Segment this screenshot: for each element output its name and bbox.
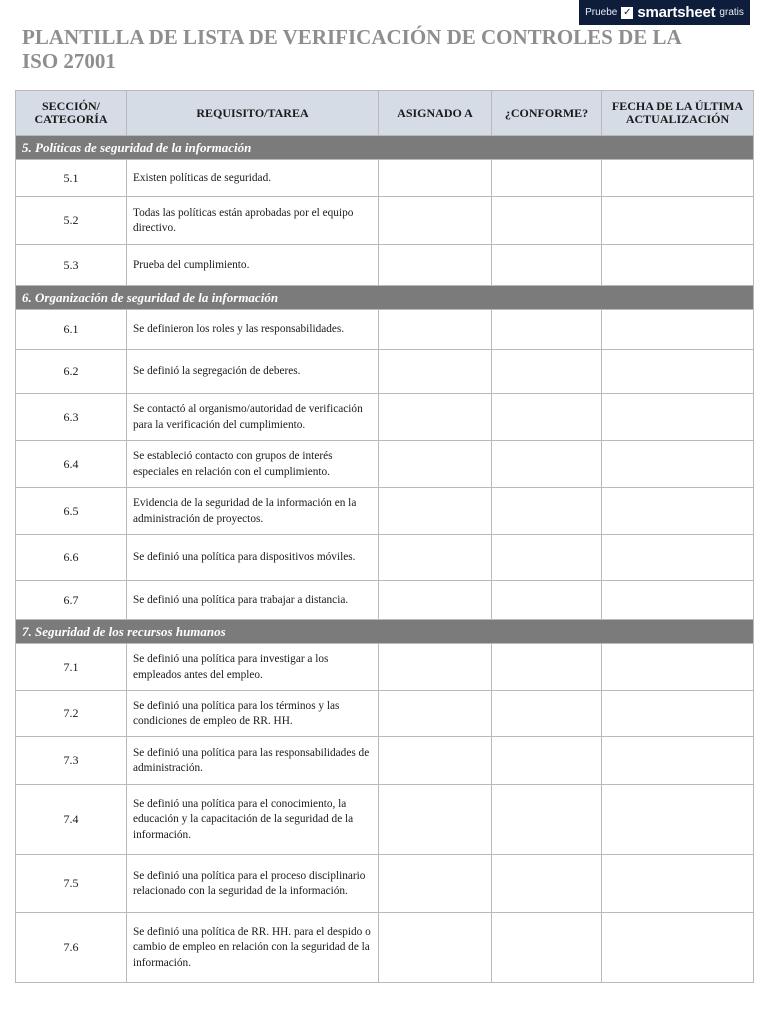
- row-task: Prueba del cumplimiento.: [127, 245, 379, 286]
- section-header-7: [16, 620, 754, 644]
- row-number: 6.1: [16, 310, 127, 350]
- date-cell[interactable]: [602, 310, 754, 350]
- header-section: SECCIÓN/ CATEGORÍA: [16, 91, 127, 136]
- row-number: 5.3: [16, 245, 127, 286]
- row-number: 6.5: [16, 488, 127, 535]
- assigned-cell[interactable]: [379, 913, 492, 983]
- compliant-cell[interactable]: [492, 581, 602, 620]
- section-title: 7. Seguridad de los recursos humanos: [16, 620, 754, 644]
- row-number: 7.5: [16, 855, 127, 913]
- compliant-cell[interactable]: [492, 310, 602, 350]
- table-row: [16, 394, 754, 441]
- section-header-5: [16, 136, 754, 160]
- assigned-cell[interactable]: [379, 160, 492, 197]
- date-cell[interactable]: [602, 644, 754, 691]
- row-task: Se definió una política para dispositivos móviles.: [127, 535, 379, 581]
- compliant-cell[interactable]: [492, 737, 602, 785]
- compliant-cell[interactable]: [492, 488, 602, 535]
- row-number: 6.3: [16, 394, 127, 441]
- row-number: 6.7: [16, 581, 127, 620]
- date-cell[interactable]: [602, 581, 754, 620]
- row-task: Todas las políticas están aprobadas por el equipo directivo.: [127, 197, 379, 245]
- date-cell[interactable]: [602, 535, 754, 581]
- compliant-cell[interactable]: [492, 535, 602, 581]
- row-number: 5.2: [16, 197, 127, 245]
- row-number: 5.1: [16, 160, 127, 197]
- row-task: Se definió una política para investigar a los empleados antes del empleo.: [127, 644, 379, 691]
- banner-brand: smartsheet: [637, 4, 716, 21]
- header-date: FECHA DE LA ÚLTIMA ACTUALIZACIÓN: [602, 91, 754, 136]
- row-number: 6.6: [16, 535, 127, 581]
- date-cell[interactable]: [602, 785, 754, 855]
- assigned-cell[interactable]: [379, 310, 492, 350]
- row-task: Existen políticas de seguridad.: [127, 160, 379, 197]
- compliant-cell[interactable]: [492, 691, 602, 737]
- table-row: [16, 197, 754, 245]
- row-number: 7.6: [16, 913, 127, 983]
- compliant-cell[interactable]: [492, 913, 602, 983]
- compliant-cell[interactable]: [492, 644, 602, 691]
- assigned-cell[interactable]: [379, 691, 492, 737]
- row-number: 7.2: [16, 691, 127, 737]
- row-task: Se contactó al organismo/autoridad de verificación para la verificación del cumplimiento.: [127, 394, 379, 441]
- row-task: Se definió una política para las responsabilidades de administración.: [127, 737, 379, 785]
- header-compliant: ¿CONFORME?: [492, 91, 602, 136]
- table-row: [16, 441, 754, 488]
- table-row: [16, 310, 754, 350]
- compliant-cell[interactable]: [492, 160, 602, 197]
- banner-post-text: gratis: [719, 7, 744, 18]
- row-number: 6.2: [16, 350, 127, 394]
- row-number: 7.3: [16, 737, 127, 785]
- date-cell[interactable]: [602, 350, 754, 394]
- checklist-table: [15, 90, 754, 983]
- compliant-cell[interactable]: [492, 197, 602, 245]
- row-number: 6.4: [16, 441, 127, 488]
- table-row: [16, 160, 754, 197]
- banner-pre-text: Pruebe: [585, 7, 618, 18]
- assigned-cell[interactable]: [379, 785, 492, 855]
- section-title: 6. Organización de seguridad de la información: [16, 286, 754, 310]
- section-title: 5. Políticas de seguridad de la información: [16, 136, 754, 160]
- date-cell[interactable]: [602, 913, 754, 983]
- row-task: Se definió una política para el proceso disciplinario relacionado con la seguridad de la información.: [127, 855, 379, 913]
- row-task: Se definieron los roles y las responsabilidades.: [127, 310, 379, 350]
- table-header-row: [16, 91, 754, 136]
- compliant-cell[interactable]: [492, 785, 602, 855]
- table-row: [16, 691, 754, 737]
- date-cell[interactable]: [602, 855, 754, 913]
- table-row: [16, 855, 754, 913]
- table-row: [16, 913, 754, 983]
- date-cell[interactable]: [602, 488, 754, 535]
- table-row: [16, 350, 754, 394]
- compliant-cell[interactable]: [492, 245, 602, 286]
- assigned-cell[interactable]: [379, 488, 492, 535]
- compliant-cell[interactable]: [492, 394, 602, 441]
- row-number: 7.1: [16, 644, 127, 691]
- table-row: [16, 737, 754, 785]
- row-number: 7.4: [16, 785, 127, 855]
- assigned-cell[interactable]: [379, 644, 492, 691]
- compliant-cell[interactable]: [492, 855, 602, 913]
- row-task: Se definió la segregación de deberes.: [127, 350, 379, 394]
- assigned-cell[interactable]: [379, 197, 492, 245]
- header-assigned: ASIGNADO A: [379, 91, 492, 136]
- table-row: [16, 535, 754, 581]
- date-cell[interactable]: [602, 737, 754, 785]
- compliant-cell[interactable]: [492, 350, 602, 394]
- assigned-cell[interactable]: [379, 535, 492, 581]
- assigned-cell[interactable]: [379, 737, 492, 785]
- assigned-cell[interactable]: [379, 581, 492, 620]
- smartsheet-trial-banner[interactable]: [579, 0, 750, 25]
- document-title: PLANTILLA DE LISTA DE VERIFICACIÓN DE CONTROLES DE LA ISO 27001: [22, 25, 681, 73]
- row-task: Evidencia de la seguridad de la información en la administración de proyectos.: [127, 488, 379, 535]
- date-cell[interactable]: [602, 441, 754, 488]
- checkbox-icon: ✓: [623, 6, 632, 18]
- section-header-6: [16, 286, 754, 310]
- row-task: Se estableció contacto con grupos de interés especiales en relación con el cumplimiento.: [127, 441, 379, 488]
- header-task: REQUISITO/TAREA: [127, 91, 379, 136]
- assigned-cell[interactable]: [379, 441, 492, 488]
- compliant-cell[interactable]: [492, 441, 602, 488]
- table-row: [16, 488, 754, 535]
- assigned-cell[interactable]: [379, 394, 492, 441]
- assigned-cell[interactable]: [379, 245, 492, 286]
- date-cell[interactable]: [602, 197, 754, 245]
- date-cell[interactable]: [602, 394, 754, 441]
- assigned-cell[interactable]: [379, 350, 492, 394]
- table-row: [16, 644, 754, 691]
- row-task: Se definió una política para los términos y las condiciones de empleo de RR. HH.: [127, 691, 379, 737]
- row-task: Se definió una política para el conocimiento, la educación y la capacitación de la seguridad de la información.: [127, 785, 379, 855]
- date-cell[interactable]: [602, 245, 754, 286]
- assigned-cell[interactable]: [379, 855, 492, 913]
- row-task: Se definió una política para trabajar a distancia.: [127, 581, 379, 620]
- table-row: [16, 581, 754, 620]
- date-cell[interactable]: [602, 160, 754, 197]
- date-cell[interactable]: [602, 691, 754, 737]
- table-row: [16, 785, 754, 855]
- row-task: Se definió una política de RR. HH. para el despido o cambio de empleo en relación con la seguridad de la información.: [127, 913, 379, 983]
- table-row: [16, 245, 754, 286]
